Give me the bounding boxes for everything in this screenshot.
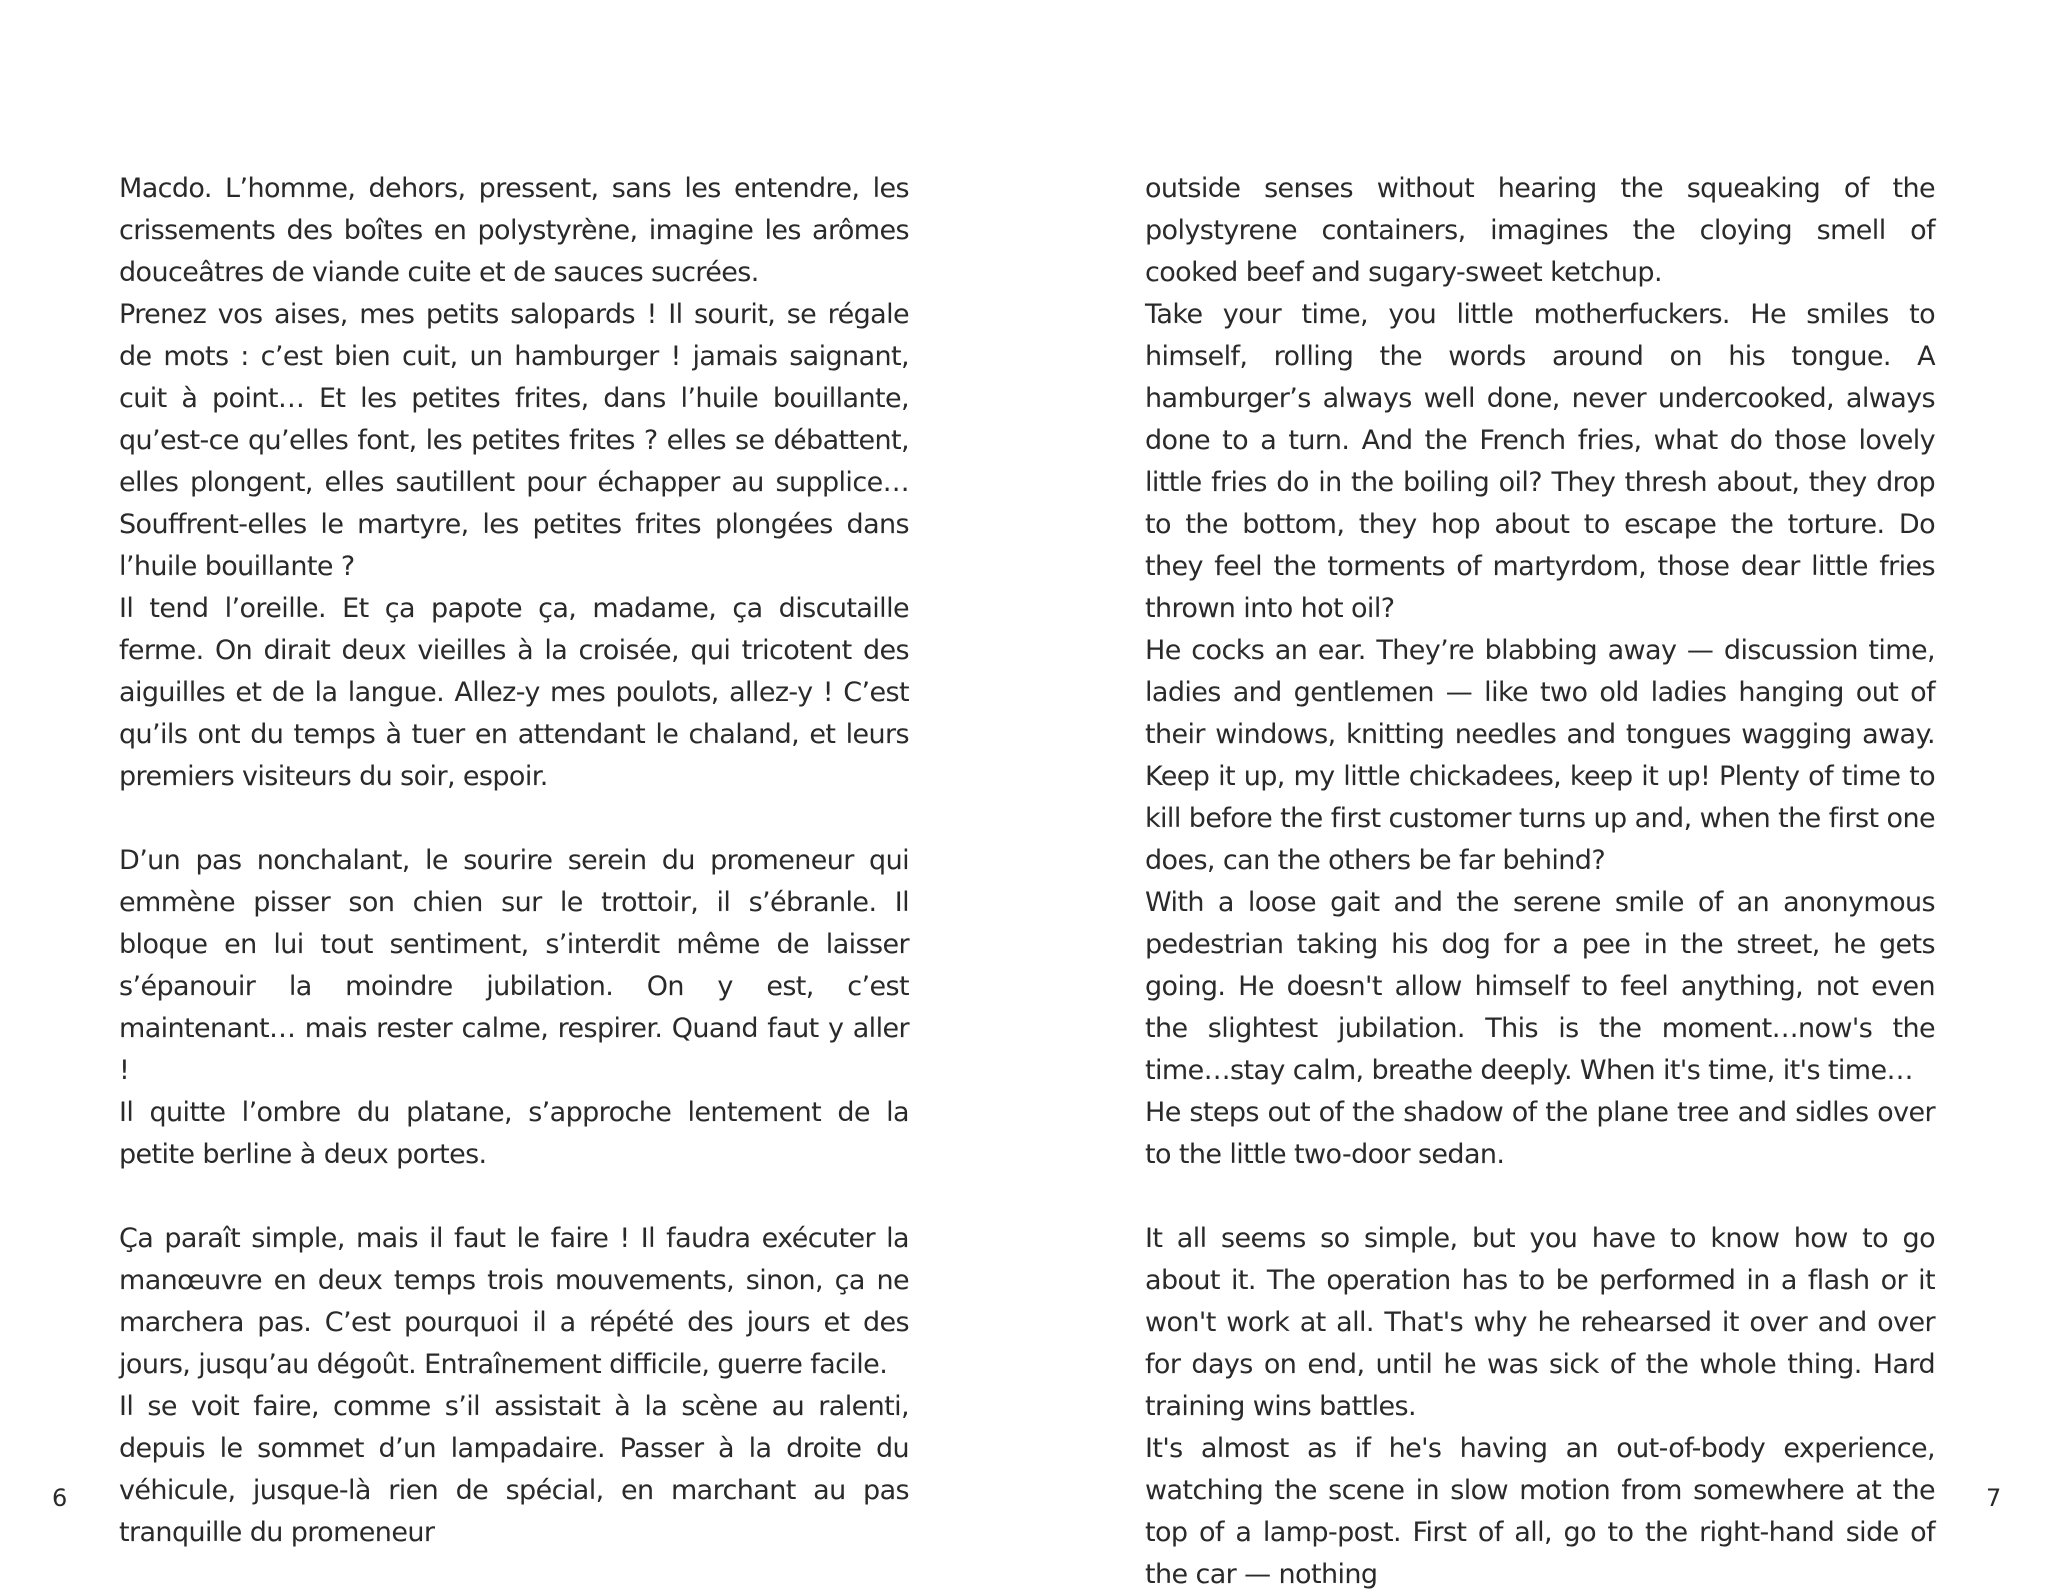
left-paragraph-5: Il quitte l’ombre du platane, s’approche lentement de la petite berline à deux portes. <box>119 1097 909 1170</box>
right-page-text-column <box>1145 168 1935 1596</box>
right-paragraph-4: With a loose gait and the serene smile of an anonymous pedestrian taking his dog for a pee in the street, he gets going. He doesn't allow himself to feel anything, not even the slightest jubilation. This is the moment…now's the time…stay calm, breathe deeply. When it's time, it's time… <box>1145 887 1935 1086</box>
left-paragraph-6: Ça paraît simple, mais il faut le faire ! Il faudra exécuter la manœuvre en deux temps trois mouvements, sinon, ça ne marchera pas. C’est pourquoi il a répété des jours et des jours, jusqu’au dégoût. Entraînement difficile, guerre facile. <box>119 1223 909 1380</box>
right-paragraph-2: Take your time, you little motherfuckers. He smiles to himself, rolling the words around on his tongue. A hamburger’s always well done, never undercooked, always done to a turn. And the French fries, what do those lovely little fries do in the boiling oil? They thresh about, they drop to the bottom, they hop about to escape the torture. Do they feel the torments of martyrdom, those dear little fries thrown into hot oil? <box>1145 299 1935 624</box>
right-paragraph-3: He cocks an ear. They’re blabbing away — discussion time, ladies and gentlemen — like two old ladies hanging out of their windows, knitting needles and tongues wagging away. Keep it up, my little chickadees, keep it up! Plenty of time to kill before the first customer turns up and, when the first one does, can the others be far behind? <box>1145 635 1935 876</box>
left-paragraph-7: Il se voit faire, comme s’il assistait à la scène au ralenti, depuis le sommet d’un lampadaire. Passer à la droite du véhicule, jusque-là rien de spécial, en marchant au pas tranquille du promeneur <box>119 1391 909 1548</box>
right-paragraph-1: outside senses without hearing the squeaking of the polystyrene containers, imagines the cloying smell of cooked beef and sugary-sweet ketchup. <box>1145 173 1935 288</box>
right-paragraph-6: It all seems so simple, but you have to know how to go about it. The operation has to be performed in a flash or it won't work at all. That's why he rehearsed it over and over for days on end, until he was sick of the whole thing. Hard training wins battles. <box>1145 1223 1935 1422</box>
left-paragraph-1: Macdo. L’homme, dehors, pressent, sans les entendre, les crissements des boîtes en polystyrène, imagine les arômes douceâtres de viande cuite et de sauces sucrées. <box>119 173 909 288</box>
right-page <box>1024 0 2048 1590</box>
right-paragraph-7: It's almost as if he's having an out-of-body experience, watching the scene in slow motion from somewhere at the top of a lamp-post. First of all, go to the right-hand side of the car — nothing <box>1145 1433 1935 1590</box>
left-paragraph-3: Il tend l’oreille. Et ça papote ça, madame, ça discutaille ferme. On dirait deux vieilles à la croisée, qui tricotent des aiguilles et de la langue. Allez-y mes poulots, allez-y ! C’est qu’ils ont du temps à tuer en attendant le chaland, et leurs premiers visiteurs du soir, espoir. <box>119 593 909 792</box>
left-page-number: 6 <box>52 1484 68 1512</box>
left-paragraph-2: Prenez vos aises, mes petits salopards ! Il sourit, se régale de mots : c’est bien cuit, un hamburger ! jamais saignant, cuit à point… Et les petites frites, dans l’huile bouillante, qu’est-ce qu’elles font, les petites frites ? elles se débattent, elles plongent, elles sautillent pour échapper au supplice… Souffrent-elles le martyre, les petites frites plongées dans l’huile bouillante ? <box>119 299 909 582</box>
left-page-text-column <box>119 168 909 1554</box>
left-paragraph-4: D’un pas nonchalant, le sourire serein du promeneur qui emmène pisser son chien sur le trottoir, il s’ébranle. Il bloque en lui tout sentiment, s’interdit même de laisser s’épanouir la moindre jubilation. On y est, c’est maintenant… mais rester calme, respirer. Quand faut y aller ! <box>119 845 909 1086</box>
left-page <box>0 0 1024 1575</box>
right-paragraph-5: He steps out of the shadow of the plane tree and sidles over to the little two-door sedan. <box>1145 1097 1935 1170</box>
right-page-number: 7 <box>1986 1484 2002 1512</box>
